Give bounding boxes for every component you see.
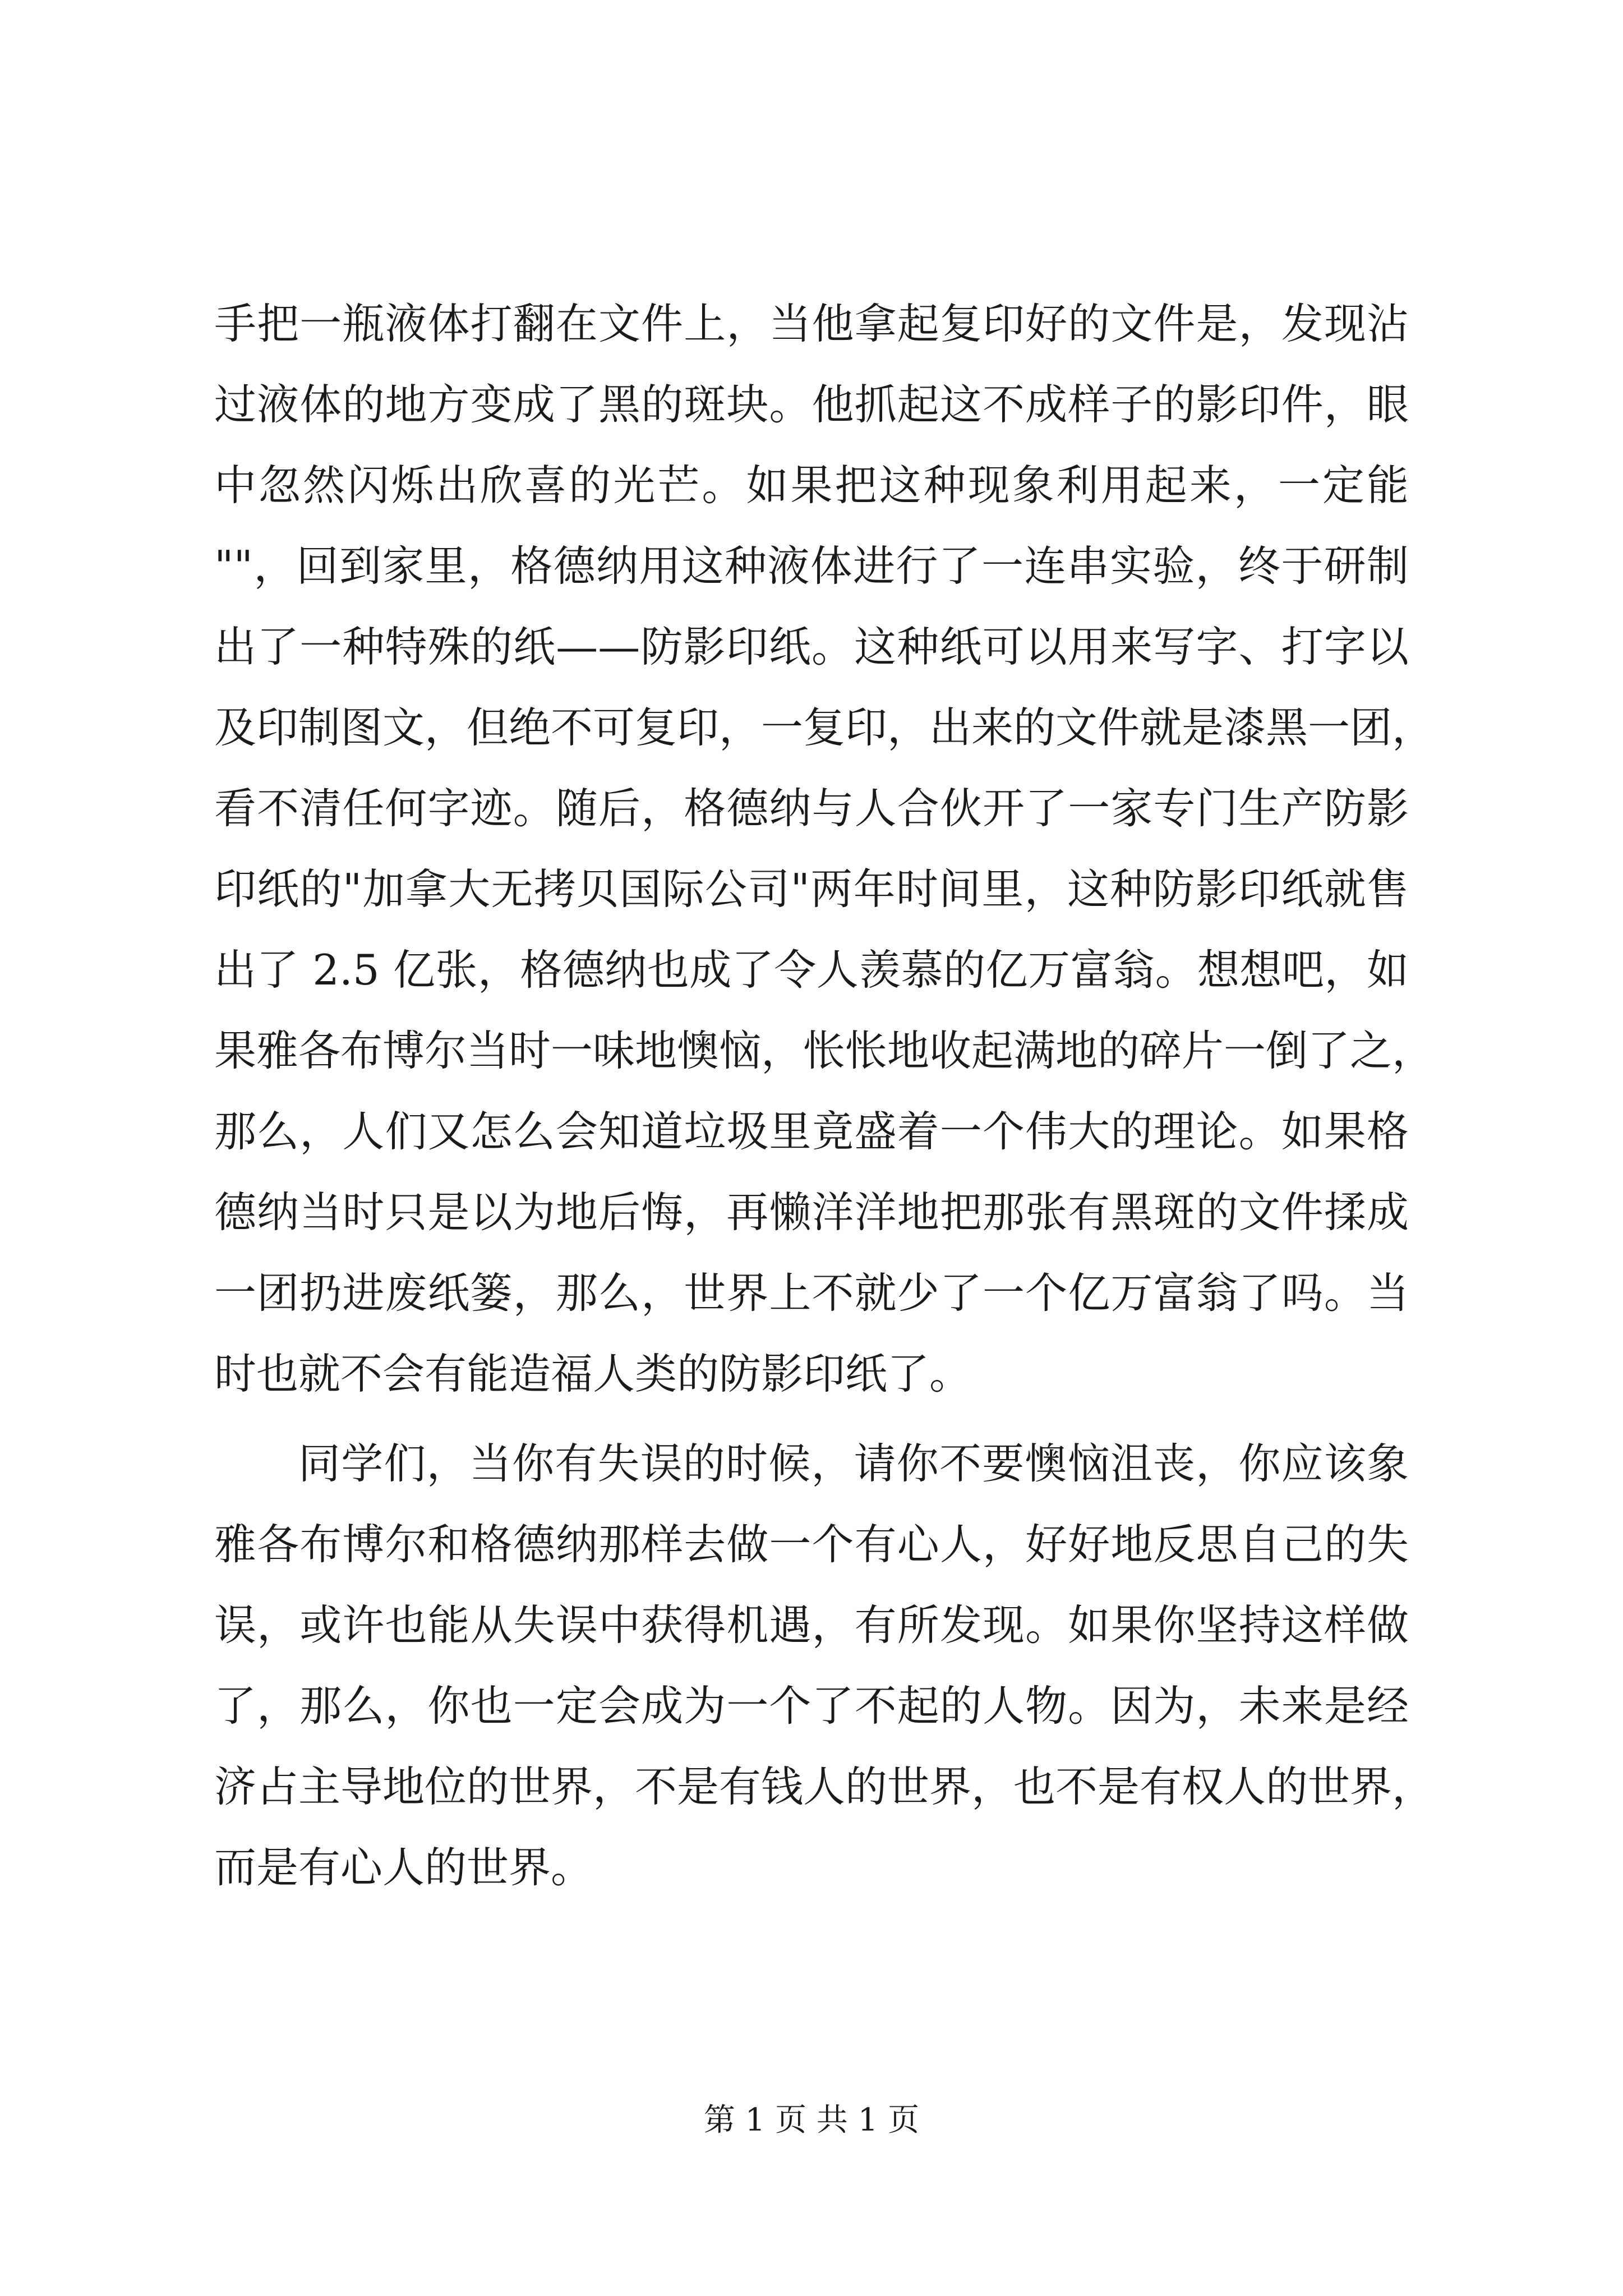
text-line: 出了一种特殊的纸——防影印纸。这种纸可以用来写字、打字以 <box>214 622 1409 671</box>
text-line: 一团扔进废纸篓，那么，世界上不就少了一个亿万富翁了吗。当 <box>214 1268 1409 1318</box>
text-line: 手把一瓶液体打翻在文件上，当他拿起复印好的文件是，发现沾 <box>214 299 1409 348</box>
text-line: 中忽然闪烁出欣喜的光芒。如果把这种现象利用起来，一定能 <box>214 461 1409 510</box>
page-footer: 第 1 页 共 1 页 <box>703 2102 920 2138</box>
text-line: 而是有心人的世界。 <box>214 1843 593 1892</box>
text-line: 印纸的"加拿大无拷贝国际公司"两年时间里，这种防影印纸就售 <box>214 864 1409 914</box>
text-line: 雅各布博尔和格德纳那样去做一个有心人，好好地反思自己的失 <box>214 1520 1409 1569</box>
paragraph <box>214 1423 1435 1908</box>
text-line: 及印制图文，但绝不可复印，一复印，出来的文件就是漆黑一团， <box>214 703 1435 752</box>
text-line: 时也就不会有能造福人类的防影印纸了。 <box>214 1349 972 1398</box>
paragraph <box>214 283 1435 1414</box>
text-line: ""，回到家里，格德纳用这种液体进行了一连串实验，终于研制 <box>214 541 1409 591</box>
text-line: 了，那么，你也一定会成为一个了不起的人物。因为，未来是经 <box>214 1681 1409 1731</box>
text-line: 过液体的地方变成了黑的斑块。他抓起这不成样子的影印件，眼 <box>214 380 1409 429</box>
document-body <box>214 283 1435 1908</box>
text-line: 那么，人们又怎么会知道垃圾里竟盛着一个伟大的理论。如果格 <box>214 1107 1409 1156</box>
text-line: 果雅各布博尔当时一味地懊恼，怅怅地收起满地的碎片一倒了之， <box>214 1026 1435 1075</box>
text-line: 济占主导地位的世界，不是有钱人的世界，也不是有权人的世界， <box>214 1762 1435 1811</box>
text-line: 出了 2.5 亿张，格德纳也成了令人羡慕的亿万富翁。想想吧，如 <box>214 945 1409 995</box>
text-line: 同学们，当你有失误的时候，请你不要懊恼沮丧，你应该象 <box>298 1439 1409 1488</box>
paragraph-spacer <box>214 1414 1409 1423</box>
text-line: 看不清任何字迹。随后，格德纳与人合伙开了一家专门生产防影 <box>214 784 1409 833</box>
text-line: 德纳当时只是以为地后悔，再懒洋洋地把那张有黑斑的文件揉成 <box>214 1188 1409 1237</box>
text-line: 误，或许也能从失误中获得机遇，有所发现。如果你坚持这样做 <box>214 1600 1409 1650</box>
